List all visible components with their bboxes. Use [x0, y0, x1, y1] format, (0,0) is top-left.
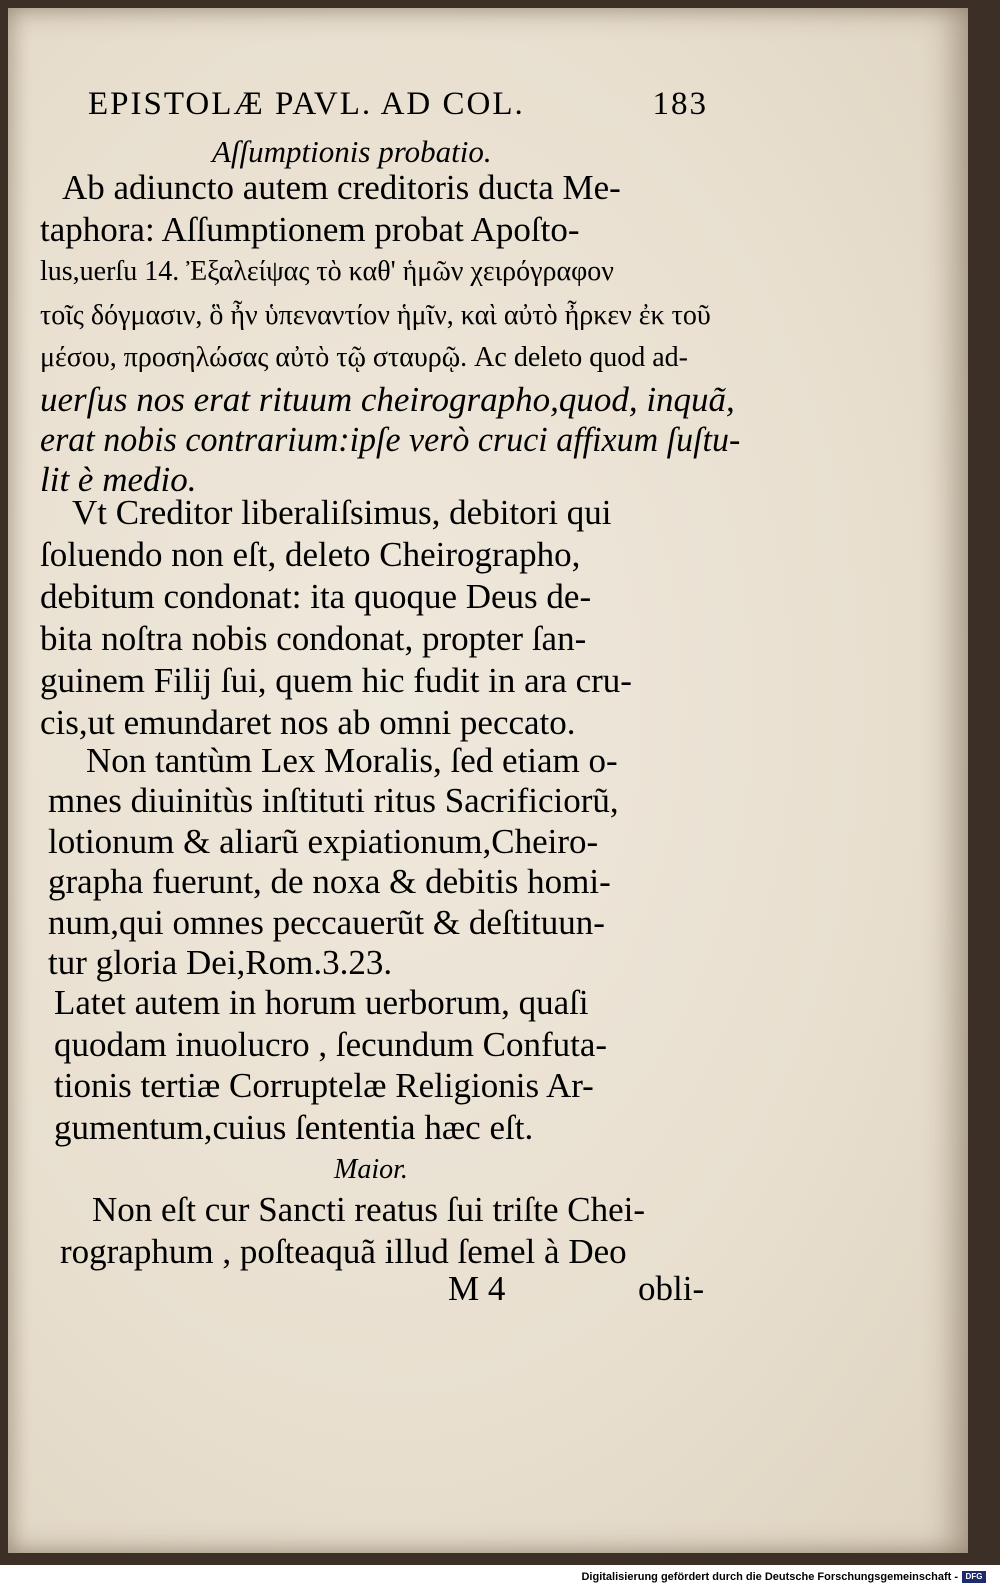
running-head	[88, 86, 708, 123]
signature-mark: M 4	[448, 1269, 506, 1308]
text-line: Maior.	[334, 1154, 408, 1185]
text-line: Non tantùm Lex Moralis, ſed etiam o-	[86, 741, 618, 780]
text-line: lus,uerſu 14. Ἐξαλείψας τὸ καθ' ἡμῶν χειρόγραφον	[40, 256, 614, 287]
text-line: tionis tertiæ Corruptelæ Religionis Ar-	[54, 1066, 594, 1105]
text-line: grapha fuerunt, de noxa & debitis homi-	[48, 862, 611, 901]
text-line: erat nobis contrarium:ipſe verò cruci affixum ſuſtu-	[40, 420, 741, 459]
text-line: bita noſtra nobis condonat, propter ſan-	[40, 619, 587, 658]
text-line: Vt Creditor liberaliſsimus, debitori qui	[72, 493, 612, 532]
text-line: num,qui omnes peccauerũt & deſtituun-	[48, 903, 605, 942]
text-line: μέσου, προσηλώσας αὐτὸ τῷ σταυρῷ. Ac deleto quod ad-	[40, 342, 688, 373]
text-line: Non eſt cur Sancti reatus ſui triſte Chei-	[92, 1190, 646, 1229]
text-line: quodam inuolucro , ſecundum Confuta-	[54, 1025, 608, 1064]
running-title: EPISTOLÆ PAVL. AD COL.	[88, 86, 525, 122]
text-line: lit è medio.	[40, 460, 197, 499]
text-line: debitum condonat: ita quoque Deus de-	[40, 577, 592, 616]
text-line: Ab adiuncto autem creditoris ducta Me-	[62, 168, 621, 207]
text-line: τοῖς δόγμασιν, ὃ ἦν ὑπεναντίον ἡμῖν, καὶ αὐτὸ ἦρκεν ἐκ τοῦ	[40, 300, 711, 331]
text-line: Latet autem in horum uerborum, quaſi	[54, 983, 589, 1022]
text-line: taphora: Aſſumptionem probat Apoſto-	[40, 210, 580, 249]
text-line: uerſus nos erat rituum cheirographo,quod, inquã,	[40, 380, 735, 419]
footer-bar	[0, 1565, 1000, 1589]
text-line: cis,ut emundaret nos ab omni peccato.	[40, 703, 576, 742]
text-line: ſoluendo non eſt, deleto Cheirographo,	[40, 535, 581, 574]
text-line: guinem Filij ſui, quem hic fudit in ara cru-	[40, 661, 632, 700]
text-line: gumentum,cuius ſententia hæc eſt.	[54, 1108, 534, 1147]
text-line: rographum , poſteaquã illud ſemel à Deo	[60, 1232, 627, 1271]
text-line: lotionum & aliarũ expiationum,Cheiro-	[48, 822, 599, 861]
catchword: obli-	[638, 1269, 705, 1308]
text-line: tur gloria Dei,Rom.3.23.	[48, 943, 393, 982]
page-number: 183	[652, 86, 708, 122]
footer-credit: Digitalisierung gefördert durch die Deutsche Forschungsgemeinschaft -	[581, 1571, 958, 1583]
text-line: mnes diuinitùs inſtituti ritus Sacrificiorũ,	[48, 781, 619, 820]
dfg-logo: DFG	[962, 1571, 986, 1583]
section-heading: Aſſumptionis probatio.	[212, 134, 492, 169]
